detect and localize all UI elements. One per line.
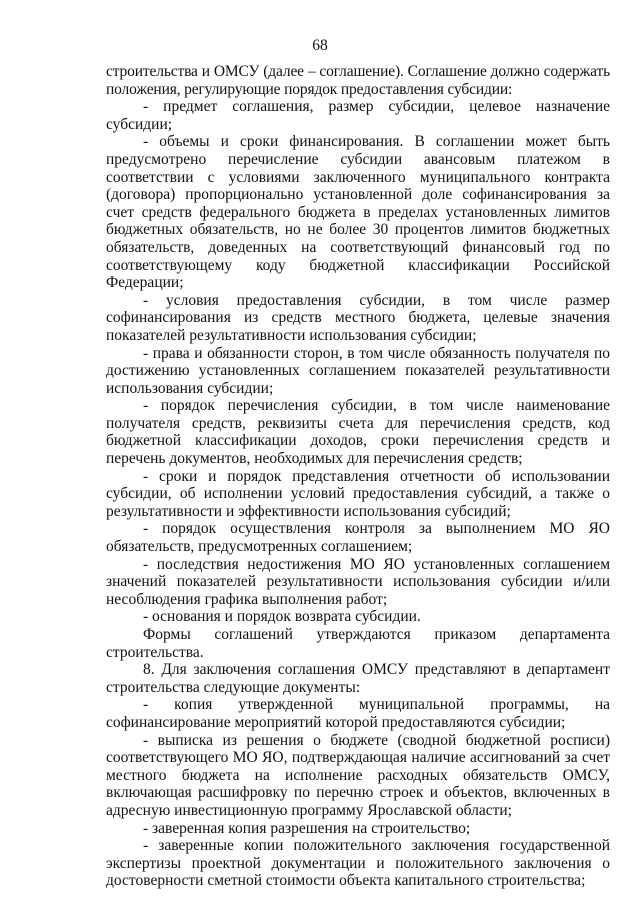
list-item-reporting: - сроки и порядок представления отчетности об использовании субсидии, об исполнении условий предоставления субсидий, а также о результативности и эффективности использования субсидий; — [106, 467, 610, 520]
paragraph-agreement-intro: строительства и ОМСУ (далее – соглашение). Соглашение должно содержать положения, регулирующие порядок предоставления субсидии: — [106, 63, 610, 98]
list-item-conditions: - условия предоставления субсидии, в том числе размер софинансирования из средств местного бюджета, целевые значения показателей результативности использования субсидии; — [106, 291, 610, 344]
list-item-transfer-procedure: - порядок перечисления субсидии, в том числе наименование получателя средств, реквизиты счета для перечисления средств, код бюджетной классификации доходов, сроки перечисления средств и перечень документов, необходимых для перечисления средств; — [106, 397, 610, 468]
list-item-rights: - права и обязанности сторон, в том числе обязанность получателя по достижению установленных соглашением показателей результативности использования субсидии; — [106, 344, 610, 397]
list-item-consequences: - последствия недостижения МО ЯО установленных соглашением значений показателей результативности использования субсидии и/или несоблюдения графика выполнения работ; — [106, 555, 610, 608]
document-body — [106, 63, 610, 890]
paragraph-agreement-forms: Формы соглашений утверждаются приказом департамента строительства. — [106, 626, 610, 661]
list-item-permit-copy: - заверенная копия разрешения на строительство; — [143, 819, 471, 837]
list-item-expertise-copies: - заверенные копии положительного заключения государственной экспертизы проектной документации и положительного заключения о достоверности сметной стоимости объекта капитального строительства; — [106, 837, 610, 890]
paragraph-section-8: 8. Для заключения соглашения ОМСУ представляют в департамент строительства следующие документы: — [106, 661, 610, 696]
list-item-budget-extract: - выписка из решения о бюджете (сводной бюджетной росписи) соответствующего МО ЯО, подтверждающая наличие ассигнований за счет местного бюджета на исполнение расходных обязательств ОМСУ, включающая расшифровку по перечню строек и объектов, включенных в адресную инвестиционную программу Ярославской области; — [106, 731, 610, 819]
list-item-refund: - основания и порядок возврата субсидии. — [143, 608, 421, 626]
list-item-control: - порядок осуществления контроля за выполнением МО ЯО обязательств, предусмотренных соглашением; — [106, 520, 610, 556]
list-item-program-copy: - копия утвержденной муниципальной программы, на софинансирование мероприятий которой предоставляются субсидии; — [106, 696, 610, 731]
list-item-subject: - предмет соглашения, размер субсидии, целевое назначение субсидии; — [106, 98, 610, 133]
page-number: 68 — [312, 37, 328, 54]
list-item-financing: - объемы и сроки финансирования. В соглашении может быть предусмотрено перечисление субсидии авансовым платежом в соответствии с условиями заключенного муниципального контракта (договора) пропорционально установленной доле софинансирования за счет средств федерального бюджета в пределах установленных лимитов бюджетных обязательств, но не более 30 процентов лимитов бюджетных обязательств, доведенных на соответствующий финансовый год по соответствующему коду бюджетной классификации Российской Федерации; — [106, 133, 610, 292]
